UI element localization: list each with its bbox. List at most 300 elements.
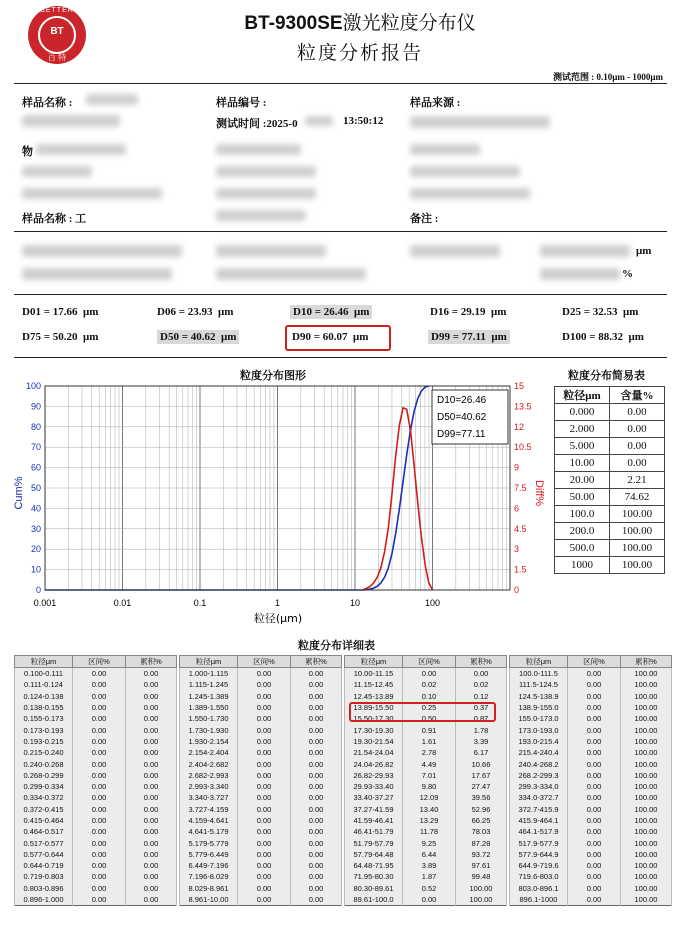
- redacted-value: [216, 210, 306, 221]
- d16-value: D16 = 29.19 μm: [430, 306, 507, 318]
- size-range-cell: 517.9-577.9: [510, 837, 568, 848]
- size-range-cell: 0.896-1.000: [15, 894, 73, 906]
- size-range-cell: 89.61-100.0: [345, 894, 403, 906]
- detail-table-row: [15, 804, 177, 815]
- size-range-cell: 1.730-1.930: [180, 724, 238, 735]
- cumulative-cell: 3.39: [456, 736, 507, 747]
- size-cell: 10.00: [555, 455, 610, 472]
- interval-cell: 3.89: [403, 860, 456, 871]
- cumulative-cell: 0.00: [126, 860, 177, 871]
- detail-table-header: 累积%: [621, 656, 672, 668]
- interval-cell: 0.00: [73, 781, 126, 792]
- cumulative-cell: 100.00: [621, 826, 672, 837]
- detail-table-row: [180, 894, 342, 906]
- cumulative-cell: 0.00: [291, 815, 342, 826]
- interval-cell: 12.09: [403, 792, 456, 803]
- cumulative-cell: 0.00: [126, 804, 177, 815]
- interval-cell: 0.00: [568, 736, 621, 747]
- detail-table-row: [180, 770, 342, 781]
- cumulative-cell: 0.00: [291, 713, 342, 724]
- info-row3-label: 物: [22, 146, 33, 158]
- interval-cell: 0.00: [238, 804, 291, 815]
- detail-table-row: [345, 758, 507, 769]
- redacted-value: [86, 94, 138, 105]
- detail-table-header: 区间%: [73, 656, 126, 668]
- x-tick-label: 0.001: [33, 598, 57, 608]
- detail-table-row: [510, 826, 672, 837]
- redacted-value: [216, 268, 366, 280]
- cumulative-cell: 0.00: [126, 713, 177, 724]
- test-time-value: 13:50:12: [343, 115, 384, 127]
- size-range-cell: 0.100-0.111: [15, 668, 73, 680]
- logo-brand-top: BETTER: [40, 7, 74, 14]
- interval-cell: 0.00: [568, 770, 621, 781]
- cumulative-cell: 27.47: [456, 781, 507, 792]
- interval-cell: 0.00: [73, 792, 126, 803]
- detail-table-row: [345, 792, 507, 803]
- cumulative-cell: 100.00: [621, 668, 672, 680]
- size-range-cell: 5.779-6.449: [180, 849, 238, 860]
- x-tick-label: 10: [349, 598, 361, 608]
- row-highlight-box: [349, 702, 496, 722]
- x-tick-label: 0.01: [113, 598, 132, 608]
- size-range-cell: 268.2-299.3: [510, 770, 568, 781]
- cumulative-cell: 52.96: [456, 804, 507, 815]
- size-range-cell: 644.9-719.6: [510, 860, 568, 871]
- y-tick-label-right: 3: [514, 544, 520, 555]
- interval-cell: 0.00: [568, 894, 621, 906]
- cumulative-cell: 100.00: [621, 860, 672, 871]
- detail-table-row: [510, 792, 672, 803]
- detail-table-row: [15, 736, 177, 747]
- simple-table-row: [555, 523, 665, 540]
- size-range-cell: 111.5-124.5: [510, 679, 568, 690]
- size-range-cell: 8.029-8.961: [180, 883, 238, 894]
- size-range-cell: 80.30-89.61: [345, 883, 403, 894]
- simple-table-row: [555, 489, 665, 506]
- cumulative-cell: 100.00: [621, 815, 672, 826]
- size-range-cell: 0.124-0.138: [15, 691, 73, 702]
- interval-cell: 0.91: [403, 724, 456, 735]
- redacted-value: [540, 268, 620, 280]
- cumulative-cell: 0.00: [126, 826, 177, 837]
- cumulative-cell: 0.00: [126, 770, 177, 781]
- cumulative-cell: 10.66: [456, 758, 507, 769]
- size-range-cell: 4.641-5.179: [180, 826, 238, 837]
- interval-cell: 0.00: [73, 826, 126, 837]
- d10-value: D10 = 26.46 μm: [290, 305, 372, 319]
- y-tick-label-right: 12: [514, 421, 525, 432]
- interval-cell: 2.78: [403, 747, 456, 758]
- unit-percent: %: [622, 268, 633, 280]
- interval-cell: 0.00: [238, 679, 291, 690]
- d06-value: D06 = 23.93 μm: [157, 306, 234, 318]
- redacted-value: [22, 188, 162, 199]
- interval-cell: 0.00: [568, 724, 621, 735]
- interval-cell: 6.44: [403, 849, 456, 860]
- simple-table-header-content: 含量%: [610, 387, 665, 404]
- interval-cell: 0.00: [73, 871, 126, 882]
- size-range-cell: 6.449-7.196: [180, 860, 238, 871]
- interval-cell: 0.00: [73, 815, 126, 826]
- detail-table-row: [180, 781, 342, 792]
- detail-table-group: [509, 655, 672, 906]
- interval-cell: 0.00: [568, 860, 621, 871]
- detail-table-row: [345, 679, 507, 690]
- redacted-value: [216, 245, 326, 257]
- detail-table-group: [344, 655, 507, 906]
- sample-no-label: 样品编号 :: [216, 97, 267, 109]
- cumulative-cell: 100.00: [621, 691, 672, 702]
- size-range-cell: 173.0-193.0: [510, 724, 568, 735]
- size-range-cell: 803.0-896.1: [510, 883, 568, 894]
- cumulative-cell: 100.00: [621, 724, 672, 735]
- size-cell: 50.00: [555, 489, 610, 506]
- cumulative-cell: 0.00: [126, 871, 177, 882]
- y-tick-label-left: 50: [30, 483, 41, 493]
- cumulative-cell: 0.00: [126, 837, 177, 848]
- cumulative-cell: 100.00: [621, 747, 672, 758]
- cumulative-cell: 0.00: [456, 668, 507, 680]
- cumulative-cell: 93.72: [456, 849, 507, 860]
- size-range-cell: 2.404-2.682: [180, 758, 238, 769]
- cumulative-cell: 0.00: [291, 770, 342, 781]
- cumulative-cell: 0.00: [291, 724, 342, 735]
- interval-cell: 0.00: [73, 668, 126, 680]
- divider: [14, 83, 667, 84]
- detail-table-row: [510, 883, 672, 894]
- detail-table-row: [180, 747, 342, 758]
- size-range-cell: 0.138-0.155: [15, 702, 73, 713]
- size-range-cell: 0.719-0.803: [15, 871, 73, 882]
- interval-cell: 0.00: [238, 781, 291, 792]
- detail-table-header: 区间%: [238, 656, 291, 668]
- cumulative-cell: 0.00: [291, 792, 342, 803]
- size-range-cell: 0.372-0.415: [15, 804, 73, 815]
- divider: [14, 357, 667, 358]
- y-tick-label-right: 9: [514, 462, 520, 473]
- size-range-cell: 1.000-1.115: [180, 668, 238, 680]
- detail-table-row: [15, 815, 177, 826]
- interval-cell: 0.00: [238, 849, 291, 860]
- y-tick-label-left: 90: [30, 401, 41, 412]
- size-range-cell: 100.0-111.5: [510, 668, 568, 680]
- interval-cell: 0.00: [568, 781, 621, 792]
- content-cell: 2.21: [610, 472, 665, 489]
- redacted-value: [305, 116, 333, 126]
- detail-table-row: [345, 837, 507, 848]
- cumulative-cell: 0.00: [291, 758, 342, 769]
- size-range-cell: 577.9-644.9: [510, 849, 568, 860]
- detail-table-row: [345, 860, 507, 871]
- interval-cell: 9.25: [403, 837, 456, 848]
- cumulative-cell: 97.61: [456, 860, 507, 871]
- brand-logo: [28, 6, 86, 64]
- cumulative-cell: 0.00: [291, 804, 342, 815]
- y-tick-label-right: 15: [514, 381, 525, 391]
- simple-table-row: [555, 421, 665, 438]
- interval-cell: 4.49: [403, 758, 456, 769]
- interval-cell: 0.00: [238, 747, 291, 758]
- interval-cell: 0.00: [238, 668, 291, 680]
- sample-name-label: 样品名称 :: [22, 97, 73, 109]
- detail-table-header: 累积%: [126, 656, 177, 668]
- interval-cell: 0.00: [73, 770, 126, 781]
- detail-table-row: [510, 849, 672, 860]
- detail-table-row: [180, 668, 342, 680]
- cumulative-cell: 0.00: [126, 691, 177, 702]
- interval-cell: 0.52: [403, 883, 456, 894]
- detail-table-row: [15, 668, 177, 680]
- cumulative-cell: 100.00: [621, 679, 672, 690]
- detail-table-row: [180, 837, 342, 848]
- cumulative-cell: 100.00: [456, 894, 507, 906]
- interval-cell: 0.00: [73, 713, 126, 724]
- size-range-cell: 0.299-0.334: [15, 781, 73, 792]
- detail-table-row: [345, 770, 507, 781]
- detail-table-row: [180, 713, 342, 724]
- content-cell: 100.00: [610, 557, 665, 574]
- cumulative-cell: 100.00: [621, 849, 672, 860]
- x-tick-label: 1: [274, 598, 281, 608]
- detail-table-row: [510, 724, 672, 735]
- report-title: [170, 8, 550, 35]
- detail-table-row: [345, 815, 507, 826]
- size-range-cell: 0.644-0.719: [15, 860, 73, 871]
- interval-cell: 0.10: [403, 691, 456, 702]
- detail-table-header: 区间%: [403, 656, 456, 668]
- y-tick-label-right: 13.5: [514, 401, 532, 412]
- simple-table-row: [555, 506, 665, 523]
- size-range-cell: 37.27-41.59: [345, 804, 403, 815]
- cumulative-cell: 100.00: [621, 702, 672, 713]
- cumulative-cell: 0.00: [291, 781, 342, 792]
- detail-table-row: [180, 849, 342, 860]
- detail-table-row: [510, 679, 672, 690]
- size-range-cell: 415.9-464.1: [510, 815, 568, 826]
- interval-cell: 0.00: [568, 883, 621, 894]
- y-tick-label-right: 0: [514, 585, 520, 595]
- interval-cell: 0.00: [73, 736, 126, 747]
- detail-table-row: [15, 826, 177, 837]
- interval-cell: 9.80: [403, 781, 456, 792]
- d99-value: D99 = 77.11 μm: [428, 330, 510, 344]
- y-tick-label-left: 80: [30, 421, 41, 432]
- content-cell: 0.00: [610, 404, 665, 421]
- detail-table-row: [15, 702, 177, 713]
- size-range-cell: 17.30-19.30: [345, 724, 403, 735]
- content-cell: 74.62: [610, 489, 665, 506]
- legend-d99: D99=77.11: [437, 429, 486, 440]
- size-range-cell: 12.45-13.89: [345, 691, 403, 702]
- cumulative-cell: 0.00: [126, 747, 177, 758]
- interval-cell: 0.00: [238, 837, 291, 848]
- size-range-cell: 3.727-4.159: [180, 804, 238, 815]
- cumulative-cell: 0.00: [291, 883, 342, 894]
- cumulative-cell: 0.00: [126, 894, 177, 906]
- content-cell: 0.00: [610, 438, 665, 455]
- cumulative-cell: 0.00: [126, 792, 177, 803]
- redacted-value: [22, 166, 92, 177]
- simple-table: [554, 386, 665, 574]
- detail-table-row: [15, 679, 177, 690]
- size-range-cell: 0.803-0.896: [15, 883, 73, 894]
- redacted-value: [410, 188, 530, 199]
- redacted-value: [216, 188, 316, 199]
- y-axis-label-right: Diff%: [533, 479, 545, 507]
- size-range-cell: 155.0-173.0: [510, 713, 568, 724]
- size-range-cell: 15.50-17.30: [345, 713, 403, 724]
- interval-cell: 0.00: [73, 691, 126, 702]
- size-range-cell: 71.95-80.30: [345, 871, 403, 882]
- detail-table-row: [345, 826, 507, 837]
- cumulative-cell: 87.28: [456, 837, 507, 848]
- interval-cell: 0.02: [403, 679, 456, 690]
- x-tick-label: 100: [424, 598, 441, 608]
- redacted-value: [540, 245, 630, 257]
- interval-cell: 0.00: [238, 894, 291, 906]
- detail-table-row: [15, 781, 177, 792]
- simple-table-row: [555, 438, 665, 455]
- y-tick-label-right: 6: [514, 503, 520, 514]
- y-tick-label-right: 10.5: [514, 442, 532, 453]
- interval-cell: 0.25: [403, 702, 456, 713]
- detail-table-row: [15, 747, 177, 758]
- d90-highlight-box: [285, 325, 391, 351]
- cumulative-cell: 0.00: [126, 736, 177, 747]
- detail-table-row: [510, 691, 672, 702]
- detail-table-row: [345, 736, 507, 747]
- interval-cell: 0.00: [238, 758, 291, 769]
- simple-table-row: [555, 557, 665, 574]
- size-range-cell: 29.93-33.40: [345, 781, 403, 792]
- cumulative-cell: 0.00: [291, 826, 342, 837]
- detail-table-row: [345, 804, 507, 815]
- detail-table-row: [15, 758, 177, 769]
- interval-cell: 0.00: [73, 860, 126, 871]
- y-tick-label-left: 20: [30, 544, 41, 555]
- cumulative-cell: 78.03: [456, 826, 507, 837]
- detail-table-row: [510, 837, 672, 848]
- detail-table-row: [15, 871, 177, 882]
- size-range-cell: 2.993-3.340: [180, 781, 238, 792]
- interval-cell: 13.29: [403, 815, 456, 826]
- size-range-cell: 51.79-57.79: [345, 837, 403, 848]
- cumulative-cell: 100.00: [621, 894, 672, 906]
- interval-cell: 0.00: [73, 849, 126, 860]
- y-tick-label-right: 4.5: [514, 523, 527, 534]
- detail-table-row: [345, 668, 507, 680]
- simple-table-title: 粒度分布简易表: [568, 369, 645, 382]
- detail-table-row: [345, 781, 507, 792]
- cumulative-cell: 100.00: [621, 781, 672, 792]
- cumulative-cell: 100.00: [621, 713, 672, 724]
- cumulative-cell: 17.67: [456, 770, 507, 781]
- size-cell: 500.0: [555, 540, 610, 557]
- x-tick-label: 0.1: [193, 598, 207, 608]
- legend-d10: D10=26.46: [437, 395, 487, 406]
- redacted-value: [22, 268, 172, 280]
- size-range-cell: 26.82-29.93: [345, 770, 403, 781]
- y-tick-label-right: 7.5: [514, 483, 527, 493]
- size-range-cell: 138.9-155.0: [510, 702, 568, 713]
- size-range-cell: 19.30-21.54: [345, 736, 403, 747]
- interval-cell: 0.00: [238, 815, 291, 826]
- detail-table-row: [510, 815, 672, 826]
- detail-table-row: [180, 702, 342, 713]
- size-range-cell: 3.340-3.727: [180, 792, 238, 803]
- content-cell: 100.00: [610, 506, 665, 523]
- detail-table-row: [510, 758, 672, 769]
- chart-title: 粒度分布图形: [240, 369, 306, 382]
- cumulative-cell: 0.00: [291, 691, 342, 702]
- detail-table-row: [180, 691, 342, 702]
- size-range-cell: 0.193-0.215: [15, 736, 73, 747]
- cumulative-cell: 1.78: [456, 724, 507, 735]
- cumulative-cell: 100.00: [621, 883, 672, 894]
- cumulative-cell: 39.56: [456, 792, 507, 803]
- size-range-cell: 46.41-51.79: [345, 826, 403, 837]
- interval-cell: 0.00: [568, 702, 621, 713]
- interval-cell: 0.00: [238, 883, 291, 894]
- d75-value: D75 = 50.20 μm: [22, 331, 99, 343]
- size-range-cell: 0.415-0.464: [15, 815, 73, 826]
- cumulative-cell: 0.00: [291, 849, 342, 860]
- interval-cell: 1.87: [403, 871, 456, 882]
- detail-table-row: [345, 849, 507, 860]
- detail-table-header: 粒径μm: [15, 656, 73, 668]
- instrument-name: 激光粒度分布仪: [342, 12, 476, 34]
- redacted-value: [22, 245, 182, 257]
- detail-table-row: [15, 849, 177, 860]
- size-range-cell: 372.7-415.9: [510, 804, 568, 815]
- cumulative-cell: 100.00: [621, 770, 672, 781]
- size-range-cell: 5.179-5.779: [180, 837, 238, 848]
- size-range-cell: 719.6-803.0: [510, 871, 568, 882]
- size-cell: 200.0: [555, 523, 610, 540]
- interval-cell: 0.00: [238, 860, 291, 871]
- simple-table-row: [555, 404, 665, 421]
- simple-table-row: [555, 472, 665, 489]
- interval-cell: 0.00: [403, 894, 456, 906]
- size-range-cell: 0.111-0.124: [15, 679, 73, 690]
- cumulative-cell: 100.00: [621, 804, 672, 815]
- cumulative-cell: 0.00: [291, 747, 342, 758]
- detail-table-header: 粒径μm: [345, 656, 403, 668]
- detail-table-row: [180, 792, 342, 803]
- size-range-cell: 1.389-1.550: [180, 702, 238, 713]
- size-range-cell: 1.930-2.154: [180, 736, 238, 747]
- detail-table-row: [15, 713, 177, 724]
- size-range-cell: 13.89-15.50: [345, 702, 403, 713]
- sample-name-label-2: 样品名称 : 工: [22, 213, 87, 225]
- size-range-cell: 10.00-11.15: [345, 668, 403, 680]
- detail-table-row: [345, 871, 507, 882]
- detail-table-row: [15, 837, 177, 848]
- detail-table-row: [180, 883, 342, 894]
- cumulative-cell: 0.00: [126, 679, 177, 690]
- interval-cell: 0.00: [568, 849, 621, 860]
- size-range-cell: 124.5-138.9: [510, 691, 568, 702]
- interval-cell: 0.00: [73, 679, 126, 690]
- interval-cell: 0.50: [403, 713, 456, 724]
- simple-table-header-size: 粒径μm: [555, 387, 610, 404]
- cumulative-cell: 99.48: [456, 871, 507, 882]
- test-time-label: 测试时间 :2025-0: [216, 118, 298, 130]
- size-range-cell: 0.517-0.577: [15, 837, 73, 848]
- interval-cell: 0.00: [238, 871, 291, 882]
- size-range-cell: 215.4-240.4: [510, 747, 568, 758]
